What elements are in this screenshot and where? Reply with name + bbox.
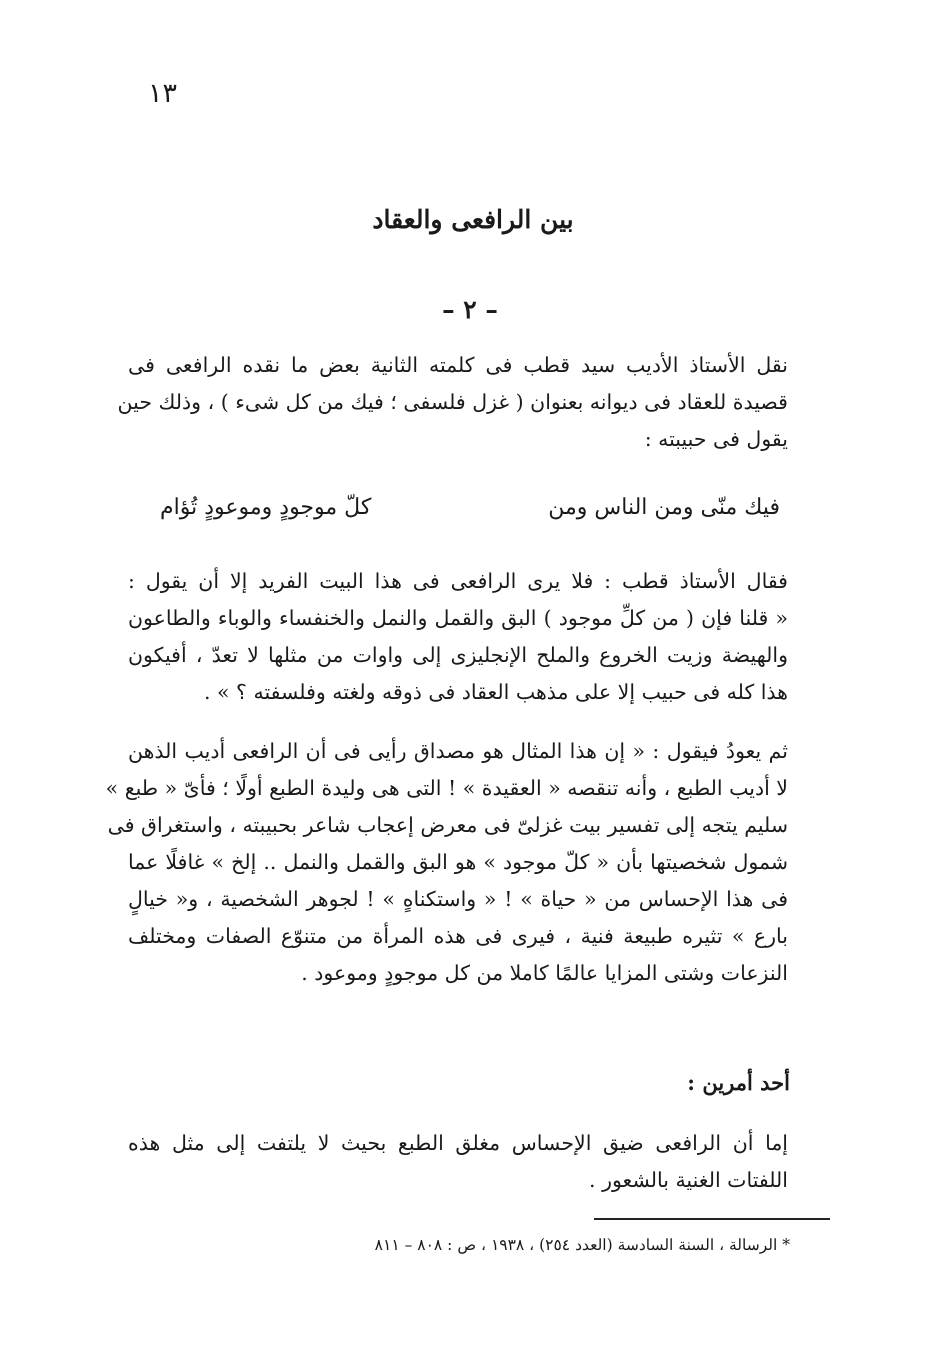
text-line: والهيضة وزيت الخروع والملح الإنجليزى إلى واوات من مثلها لا تعدّ ، أفيكون (128, 643, 788, 667)
verse-second-hemistich: كلّ موجودٍ وموعودٍ تُؤام (160, 495, 372, 520)
text-line: فى هذا الإحساس من « حياة » ! « واستكناهٍ » ! لجوهر الشخصية ، و« خيالٍ (128, 887, 788, 911)
paragraph-5 (128, 1125, 788, 1199)
text-line: قصيدة للعقاد فى ديوانه بعنوان ( غزل فلسفى ؛ فيك من كل شىء ) ، وذلك حين (117, 390, 788, 414)
part-number: – ٢ – (442, 295, 498, 324)
text-line: فقال الأستاذ قطب : فلا يرى الرافعى فى هذا البيت الفريد إلا أن يقول : (128, 569, 788, 593)
footnote: * الرسالة ، السنة السادسة (العدد ٢٥٤) ، ١٩٣٨ ، ص : ٨٠٨ – ٨١١ (374, 1236, 790, 1254)
paragraph-2 (128, 563, 788, 711)
text-line: بارع » تثيره طبيعة فنية ، فيرى فى هذه المرأة من متنوّع الصفات ومختلف (128, 924, 788, 948)
paragraph-1 (117, 347, 788, 458)
text-line: هذا كله فى حبيب إلا على مذهب العقاد فى ذوقه ولغته وفلسفته ؟ » . (203, 680, 788, 704)
poem-verse (160, 495, 780, 535)
verse-first-hemistich: فيك منّى ومن الناس ومن (548, 495, 780, 520)
text-line: سليم يتجه إلى تفسير بيت غزلىّ فى معرض إعجاب شاعر بحبيبته ، واستغراق فى (107, 813, 788, 837)
text-line: النزعات وشتى المزايا عالمًا كاملا من كل موجودٍ وموعود . (301, 961, 788, 985)
text-line: لا أديب الطبع ، وأنه تنقصه « العقيدة » ! التى هى وليدة الطبع أولًا ؛ فأىّ « طبع » (105, 776, 788, 800)
text-line: نقل الأستاذ الأديب سيد قطب فى كلمته الثانية بعض ما نقده الرافعى فى (128, 353, 788, 377)
text-line: « قلنا فإن ( من كلِّ موجود ) البق والقمل والنمل والخنفساء والوباء والطاعون (128, 606, 788, 630)
text-line: شمول شخصيتها بأن « كلّ موجود » هو البق والقمل والنمل .. إلخ » غافلًا عما (128, 850, 788, 874)
text-line: ثم يعودُ فيقول : « إن هذا المثال هو مصداق رأيى فى أن الرافعى أديب الذهن (128, 739, 788, 763)
text-line: يقول فى حبيبته : (644, 427, 788, 451)
subheading: أحد أمرين : (687, 1070, 790, 1095)
page-number: ١٣ (148, 78, 178, 109)
text-line: اللفتات الغنية بالشعور . (589, 1168, 788, 1192)
article-title: بين الرافعى والعقاد (372, 205, 574, 234)
footnote-divider (594, 1218, 830, 1220)
text-line: إما أن الرافعى ضيق الإحساس مغلق الطبع بحيث لا يلتفت إلى مثل هذه (128, 1131, 788, 1155)
paragraph-3 (105, 733, 788, 992)
